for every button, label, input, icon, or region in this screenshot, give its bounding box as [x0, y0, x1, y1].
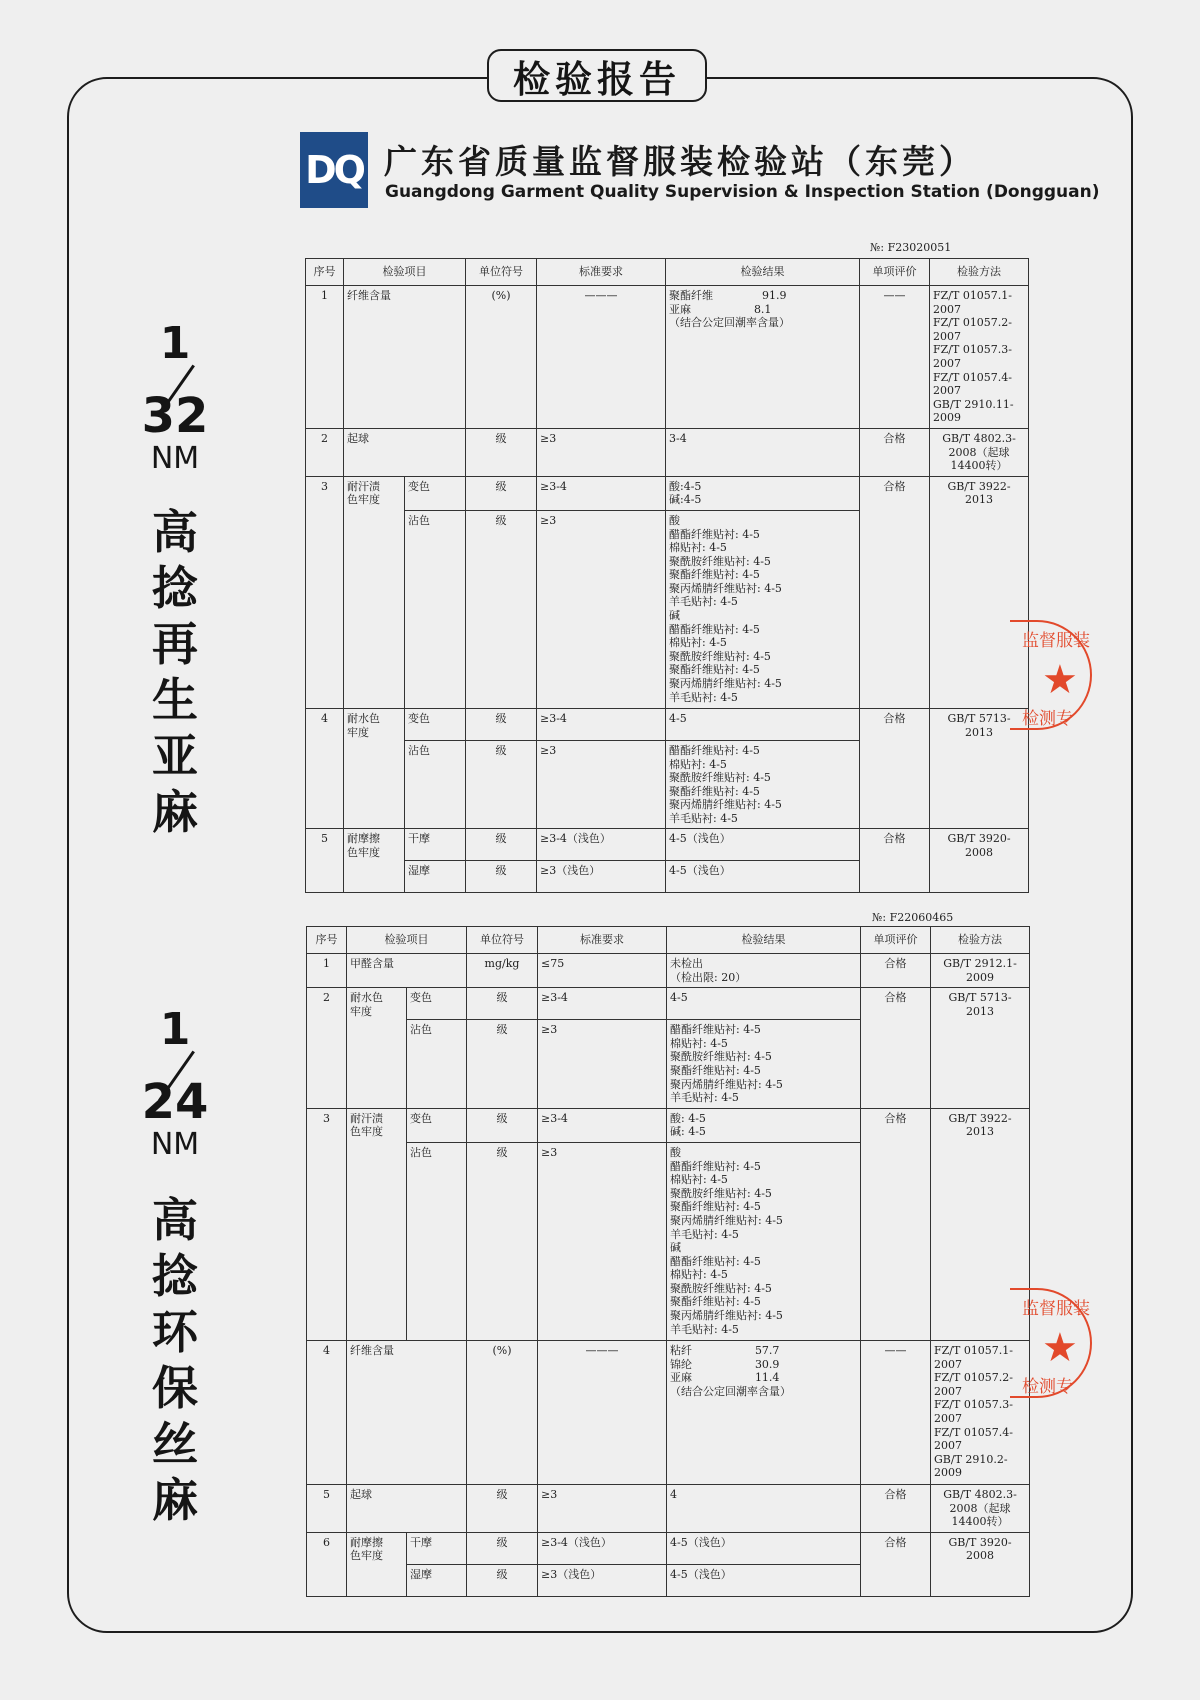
- cell-item: 耐摩擦 色牢度: [344, 829, 405, 893]
- cell-standard: ———: [537, 286, 666, 429]
- cell-seq: 4: [307, 1340, 347, 1484]
- cell-unit: 级: [466, 829, 537, 861]
- header-seq: 序号: [307, 927, 347, 954]
- table-row: [306, 476, 1029, 510]
- report-number-2: №: F22060465: [872, 911, 954, 924]
- cell-result: 3-4: [666, 428, 860, 476]
- header-row: [307, 927, 1030, 954]
- cell-standard: ———: [538, 1340, 667, 1484]
- table-row: [307, 1108, 1030, 1142]
- header-item: 检验项目: [344, 259, 466, 286]
- cell-item: 耐汗渍 色牢度: [344, 476, 405, 708]
- cell-subitem: 变色: [405, 708, 466, 740]
- yarn-name-char: 捻: [152, 561, 198, 615]
- yarn-count-2: [130, 1004, 220, 1178]
- cell-evaluation: 合格: [861, 1532, 931, 1596]
- cell-subitem: 沾色: [407, 1142, 467, 1340]
- header-result: 检验结果: [667, 927, 861, 954]
- cell-result: 4-5（浅色）: [667, 1532, 861, 1564]
- count-unit: NM: [150, 441, 200, 476]
- cell-seq: 1: [306, 286, 344, 429]
- cell-evaluation: 合格: [861, 954, 931, 988]
- cell-subitem: 沾色: [405, 510, 466, 708]
- yarn-name-char: 麻: [152, 785, 198, 839]
- count-unit: NM: [150, 1127, 200, 1162]
- cell-evaluation: 合格: [860, 708, 930, 829]
- yarn-name-2: [130, 1192, 220, 1528]
- cell-result: 粘纤 57.7 锦纶 30.9 亚麻 11.4 （结合公定回潮率含量）: [667, 1340, 861, 1484]
- cell-method: GB/T 3920- 2008: [930, 829, 1029, 893]
- cell-subitem: 沾色: [407, 1020, 467, 1109]
- cell-method: GB/T 3920- 2008: [931, 1532, 1030, 1596]
- header-unit: 单位符号: [467, 927, 538, 954]
- yarn-name-char: 保: [152, 1361, 198, 1415]
- cell-standard: ≥3-4: [538, 988, 667, 1020]
- cell-standard: ≤75: [538, 954, 667, 988]
- cell-seq: 6: [307, 1532, 347, 1596]
- count-denominator: 32: [141, 388, 209, 444]
- cell-unit: 级: [466, 861, 537, 893]
- count-denominator: 24: [141, 1074, 209, 1130]
- cell-method: FZ/T 01057.1- 2007 FZ/T 01057.2- 2007 FZ/T 01057.3- 2007 FZ/T 01057.4- 2007 GB/T 2910.11- 2009: [930, 286, 1029, 429]
- cell-subitem: 干摩: [405, 829, 466, 861]
- cell-item: 起球: [347, 1484, 467, 1532]
- cell-unit: 级: [466, 428, 537, 476]
- table-row: [306, 286, 1029, 429]
- cell-standard: ≥3（浅色）: [538, 1564, 667, 1596]
- cell-evaluation: 合格: [861, 988, 931, 1109]
- cell-result: 酸:4-5 碱:4-5: [666, 476, 860, 510]
- table-row: [307, 988, 1030, 1020]
- station-name-en: Guangdong Garment Quality Supervision & Inspection Station (Dongguan): [385, 182, 1100, 202]
- cell-standard: ≥3-4（浅色）: [538, 1532, 667, 1564]
- cell-standard: ≥3-4: [538, 1108, 667, 1142]
- cell-subitem: 湿摩: [405, 861, 466, 893]
- cell-method: GB/T 4802.3- 2008（起球 14400转）: [931, 1484, 1030, 1532]
- stamp-text-top: 监督服装: [1022, 631, 1090, 651]
- cell-unit: 级: [467, 1484, 538, 1532]
- header-standard: 标准要求: [537, 259, 666, 286]
- cell-item: 耐水色 牢度: [347, 988, 407, 1109]
- cell-unit: 级: [466, 510, 537, 708]
- cell-method: GB/T 3922- 2013: [930, 476, 1029, 708]
- cell-evaluation: 合格: [860, 476, 930, 708]
- cell-subitem: 湿摩: [407, 1564, 467, 1596]
- cell-evaluation: 合格: [861, 1108, 931, 1340]
- header-seq: 序号: [306, 259, 344, 286]
- cell-evaluation: ——: [860, 286, 930, 429]
- table-row: [306, 428, 1029, 476]
- cell-standard: ≥3-4（浅色）: [537, 829, 666, 861]
- cell-unit: 级: [467, 1564, 538, 1596]
- cell-unit: 级: [466, 708, 537, 740]
- cell-result: 4-5（浅色）: [667, 1564, 861, 1596]
- stamp-text-top: 监督服装: [1022, 1299, 1090, 1319]
- yarn-count-1: [130, 318, 220, 492]
- cell-subitem: 变色: [407, 988, 467, 1020]
- header-evaluation: 单项评价: [860, 259, 930, 286]
- cell-method: GB/T 3922- 2013: [931, 1108, 1030, 1340]
- cell-standard: ≥3: [538, 1484, 667, 1532]
- cell-unit: (%): [467, 1340, 538, 1484]
- yarn-spec-1: [130, 318, 220, 840]
- yarn-name-char: 环: [152, 1305, 198, 1359]
- cell-standard: ≥3: [538, 1142, 667, 1340]
- yarn-name-char: 高: [152, 505, 198, 559]
- report-table-2: [306, 926, 1030, 1597]
- cell-seq: 2: [306, 428, 344, 476]
- cell-unit: 级: [467, 988, 538, 1020]
- cell-unit: 级: [467, 1142, 538, 1340]
- cell-unit: 级: [467, 1532, 538, 1564]
- cell-method: FZ/T 01057.1- 2007 FZ/T 01057.2- 2007 FZ/T 01057.3- 2007 FZ/T 01057.4- 2007 GB/T 2910.2- 2009: [931, 1340, 1030, 1484]
- cell-method: GB/T 5713- 2013: [930, 708, 1029, 829]
- cell-method: GB/T 4802.3- 2008（起球 14400转）: [930, 428, 1029, 476]
- header-result: 检验结果: [666, 259, 860, 286]
- cell-evaluation: 合格: [861, 1484, 931, 1532]
- cell-item: 纤维含量: [347, 1340, 467, 1484]
- cell-evaluation: ——: [861, 1340, 931, 1484]
- table-row: [307, 1484, 1030, 1532]
- cell-standard: ≥3: [537, 428, 666, 476]
- cell-seq: 4: [306, 708, 344, 829]
- cell-result: 醋酯纤维贴衬: 4-5 棉贴衬: 4-5 聚酰胺纤维贴衬: 4-5 聚酯纤维贴衬: 4-5 聚丙烯腈纤维贴衬: 4-5 羊毛贴衬: 4-5: [666, 740, 860, 829]
- header-evaluation: 单项评价: [861, 927, 931, 954]
- yarn-name-char: 麻: [152, 1473, 198, 1527]
- cell-standard: ≥3-4: [537, 708, 666, 740]
- table-row: [307, 954, 1030, 988]
- cell-result: 4: [667, 1484, 861, 1532]
- cell-seq: 5: [306, 829, 344, 893]
- cell-result: 4-5: [666, 708, 860, 740]
- cell-item: 耐汗渍 色牢度: [347, 1108, 407, 1340]
- header-method: 检验方法: [931, 927, 1030, 954]
- station-logo: DQ: [300, 132, 368, 208]
- header-item: 检验项目: [347, 927, 467, 954]
- star-icon: ★: [1042, 1325, 1078, 1371]
- cell-result: 酸 醋酯纤维贴衬: 4-5 棉贴衬: 4-5 聚酰胺纤维贴衬: 4-5 聚酯纤维贴衬: 4-5 聚丙烯腈纤维贴衬: 4-5 羊毛贴衬: 4-5 碱 醋酯纤维贴衬: 4-5 棉贴衬: 4-5 聚酰胺纤维贴衬: 4-5 聚酯纤维贴衬: 4-5 聚丙烯腈纤维贴衬: 4-5 羊毛贴衬: 4-5: [667, 1142, 861, 1340]
- cell-subitem: 干摩: [407, 1532, 467, 1564]
- cell-subitem: 变色: [407, 1108, 467, 1142]
- yarn-name-1: [130, 504, 220, 840]
- station-name-cn: 广东省质量监督服装检验站（东莞）: [384, 142, 976, 181]
- cell-subitem: 变色: [405, 476, 466, 510]
- cell-item: 起球: [344, 428, 466, 476]
- cell-seq: 2: [307, 988, 347, 1109]
- report-title: 检验报告: [487, 49, 707, 102]
- header-unit: 单位符号: [466, 259, 537, 286]
- cell-result: 醋酯纤维贴衬: 4-5 棉贴衬: 4-5 聚酰胺纤维贴衬: 4-5 聚酯纤维贴衬: 4-5 聚丙烯腈纤维贴衬: 4-5 羊毛贴衬: 4-5: [667, 1020, 861, 1109]
- cell-result: 酸: 4-5 碱: 4-5: [667, 1108, 861, 1142]
- cell-unit: 级: [467, 1020, 538, 1109]
- yarn-name-char: 丝: [152, 1417, 198, 1471]
- stamp-text-bottom: 检测专: [1022, 709, 1073, 729]
- cell-unit: 级: [467, 1108, 538, 1142]
- cell-unit: 级: [466, 740, 537, 829]
- cell-seq: 3: [306, 476, 344, 708]
- cell-evaluation: 合格: [860, 428, 930, 476]
- cell-standard: ≥3: [537, 510, 666, 708]
- cell-result: 4-5（浅色）: [666, 829, 860, 861]
- cell-method: GB/T 2912.1- 2009: [931, 954, 1030, 988]
- cell-seq: 3: [307, 1108, 347, 1340]
- table-row: [307, 1340, 1030, 1484]
- yarn-name-char: 亚: [152, 729, 198, 783]
- count-numerator: 1: [159, 318, 191, 369]
- cell-standard: ≥3-4: [537, 476, 666, 510]
- yarn-name-char: 再: [152, 617, 198, 671]
- cell-unit: 级: [466, 476, 537, 510]
- cell-unit: mg/kg: [467, 954, 538, 988]
- header-row: [306, 259, 1029, 286]
- cell-seq: 1: [307, 954, 347, 988]
- cell-result: 4-5: [667, 988, 861, 1020]
- header-standard: 标准要求: [538, 927, 667, 954]
- cell-unit: (%): [466, 286, 537, 429]
- report-table-1: [305, 258, 1029, 893]
- inspection-stamp: [1020, 1288, 1098, 1398]
- report-number-1: №: F23020051: [870, 241, 952, 254]
- table-row: [306, 708, 1029, 740]
- cell-seq: 5: [307, 1484, 347, 1532]
- star-icon: ★: [1042, 657, 1078, 703]
- yarn-name-char: 生: [152, 673, 198, 727]
- table-row: [307, 1532, 1030, 1564]
- cell-item: 耐摩擦 色牢度: [347, 1532, 407, 1596]
- header-method: 检验方法: [930, 259, 1029, 286]
- cell-item: 纤维含量: [344, 286, 466, 429]
- count-numerator: 1: [159, 1004, 191, 1055]
- cell-result: 未检出 （检出限: 20）: [667, 954, 861, 988]
- cell-item: 甲醛含量: [347, 954, 467, 988]
- cell-item: 耐水色 牢度: [344, 708, 405, 829]
- yarn-name-char: 高: [152, 1193, 198, 1247]
- stamp-text-bottom: 检测专: [1022, 1377, 1073, 1397]
- cell-method: GB/T 5713- 2013: [931, 988, 1030, 1109]
- table-row: [306, 829, 1029, 861]
- cell-evaluation: 合格: [860, 829, 930, 893]
- cell-result: 4-5（浅色）: [666, 861, 860, 893]
- inspection-stamp: [1020, 620, 1098, 730]
- cell-subitem: 沾色: [405, 740, 466, 829]
- yarn-spec-2: [130, 1004, 220, 1528]
- cell-result: 酸 醋酯纤维贴衬: 4-5 棉贴衬: 4-5 聚酰胺纤维贴衬: 4-5 聚酯纤维贴衬: 4-5 聚丙烯腈纤维贴衬: 4-5 羊毛贴衬: 4-5 碱 醋酯纤维贴衬: 4-5 棉贴衬: 4-5 聚酰胺纤维贴衬: 4-5 聚酯纤维贴衬: 4-5 聚丙烯腈纤维贴衬: 4-5 羊毛贴衬: 4-5: [666, 510, 860, 708]
- cell-result: 聚酯纤维 91.9 亚麻 8.1 （结合公定回潮率含量）: [666, 286, 860, 429]
- cell-standard: ≥3: [538, 1020, 667, 1109]
- cell-standard: ≥3: [537, 740, 666, 829]
- yarn-name-char: 捻: [152, 1249, 198, 1303]
- cell-standard: ≥3（浅色）: [537, 861, 666, 893]
